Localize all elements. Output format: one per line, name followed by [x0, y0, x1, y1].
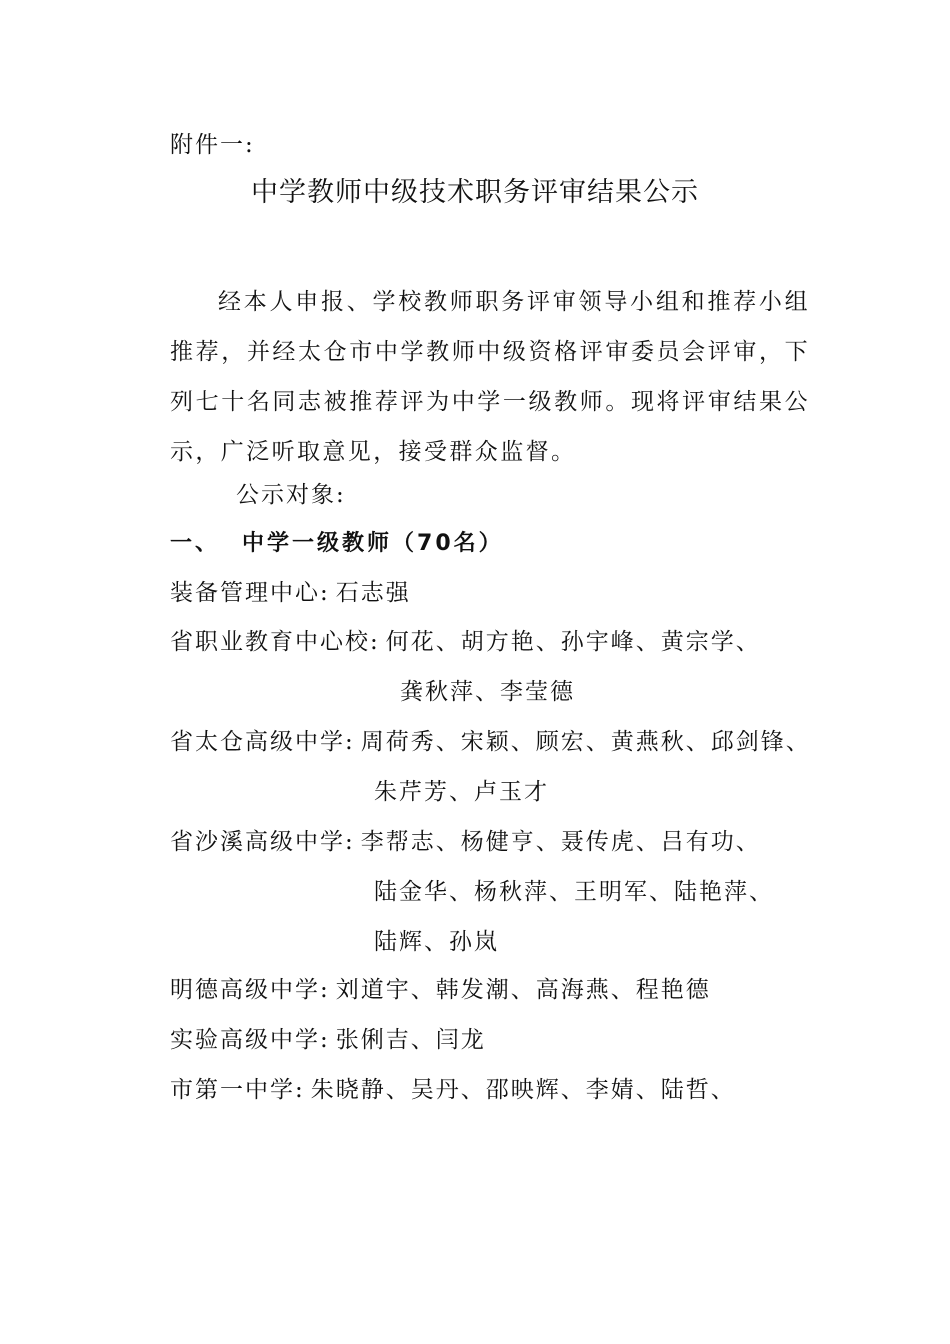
unit-name: 市第一中学: [170, 1077, 305, 1103]
list-item [170, 627, 761, 657]
intro-paragraph: 经本人申报、学校教师职务评审领导小组和推荐小组推荐，并经太仓市中学教师中级资格评审委员会评审，下列七十名同志被推荐评为中学一级教师。现将评审结果公示，广泛听取意见，接受群众监督。 [170, 289, 810, 465]
unit-name: 装备管理中心: [170, 580, 330, 606]
document-title: 中学教师中级技术职务评审结果公示 [251, 177, 699, 208]
unit-name: 实验高级中学: [170, 1027, 330, 1053]
teacher-names: 何花、胡方艳、孙宇峰、黄宗学、 [385, 629, 761, 655]
teacher-names: 周荷秀、宋颖、顾宏、黄燕秋、邱剑锋、 [360, 729, 811, 755]
list-item [170, 1075, 736, 1105]
unit-name: 明德高级中学: [170, 977, 330, 1003]
teacher-names-continued: 朱芹芳、卢玉才 [374, 779, 549, 805]
attachment-label: 附件一: [170, 132, 255, 158]
teacher-names: 刘道宇、韩发潮、高海燕、程艳德 [335, 977, 711, 1003]
list-item [170, 578, 411, 608]
list-item [170, 975, 711, 1005]
teacher-names: 石志强 [335, 580, 411, 606]
section-heading [170, 529, 504, 559]
unit-name: 省太仓高级中学: [170, 729, 355, 755]
teacher-names-continued: 陆金华、杨秋萍、王明军、陆艳萍、 [374, 879, 774, 905]
teacher-names: 张俐吉、闫龙 [335, 1027, 486, 1053]
section-title: 中学一级教师（70名） [242, 531, 504, 556]
teacher-names: 朱晓静、吴丹、邵映辉、李婧、陆哲、 [310, 1077, 736, 1103]
teacher-names: 李帮志、杨健亨、聂传虎、吕有功、 [360, 829, 761, 855]
subject-label: 公示对象: [236, 482, 346, 508]
list-item [170, 827, 761, 857]
section-number: 一、 [170, 531, 221, 556]
unit-name: 省职业教育中心校: [170, 629, 380, 655]
teacher-names-continued: 龚秋萍、李莹德 [400, 679, 575, 705]
unit-name: 省沙溪高级中学: [170, 829, 355, 855]
teacher-names-continued: 陆辉、孙岚 [374, 929, 499, 955]
list-item [170, 1025, 486, 1055]
list-item [170, 727, 811, 757]
